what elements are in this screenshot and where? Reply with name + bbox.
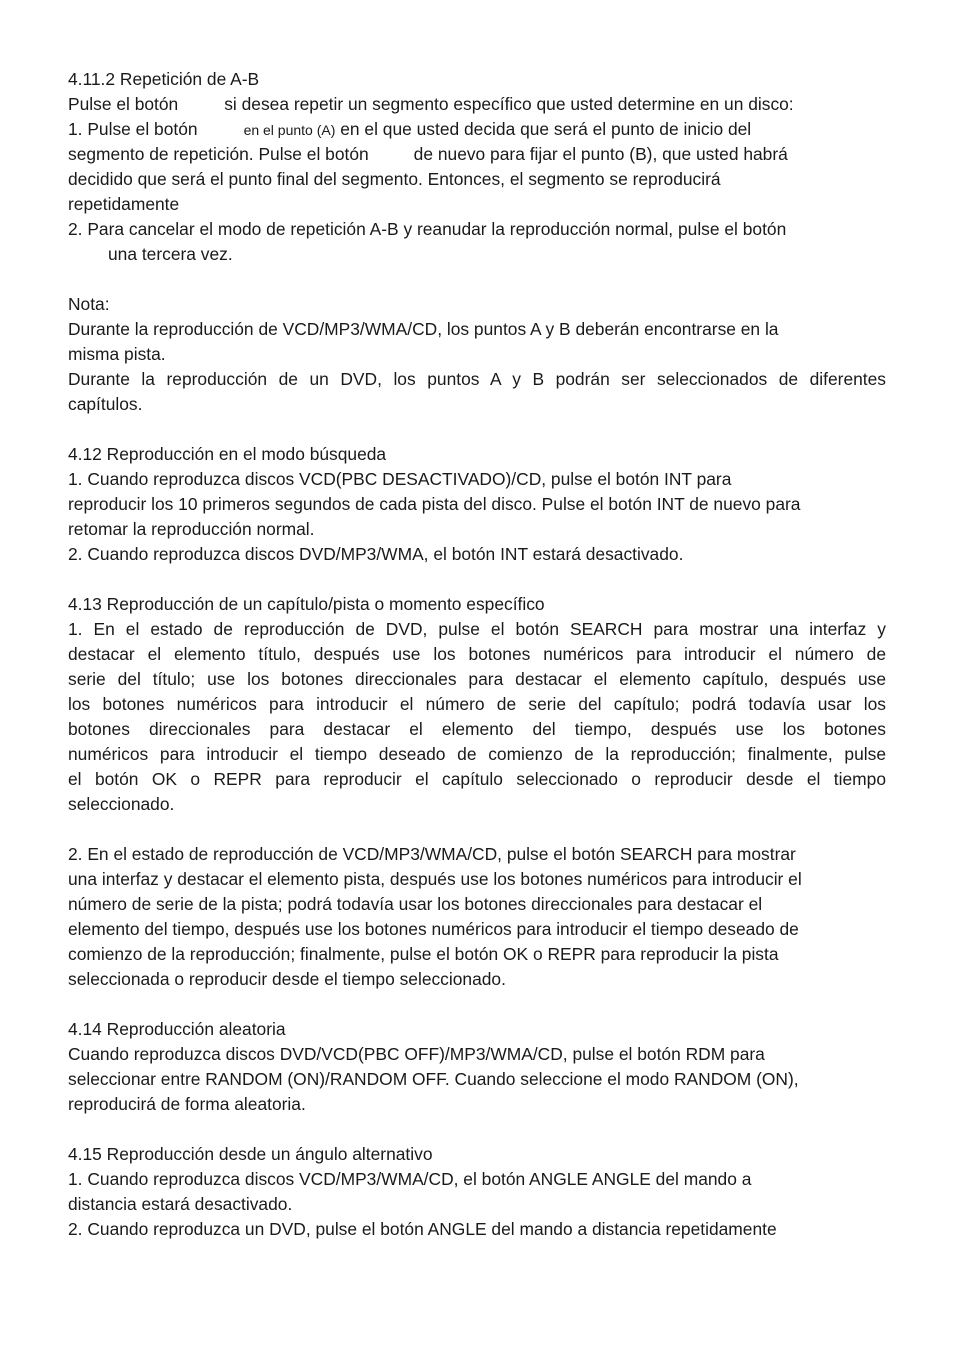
paragraph-line: serie del título; use los botones direccionales para destacar el elemento capítulo, después use xyxy=(68,669,886,689)
paragraph-line: los botones numéricos para introducir el número de serie del capítulo; podrá todavía usar los xyxy=(68,694,886,714)
paragraph-line: elemento del tiempo, después use los botones numéricos para introducir el tiempo deseado de xyxy=(68,919,799,939)
paragraph-line: reproducir los 10 primeros segundos de cada pista del disco. Pulse el botón INT de nuevo para xyxy=(68,494,801,514)
paragraph-line: 2. Cuando reproduzca un DVD, pulse el botón ANGLE del mando a distancia repetidamente xyxy=(68,1219,777,1239)
section-heading-4-12: 4.12 Reproducción en el modo búsqueda xyxy=(68,444,387,464)
note-heading: Nota: xyxy=(68,294,110,314)
paragraph-line: número de serie de la pista; podrá todavía usar los botones direccionales para destacar el xyxy=(68,894,763,914)
spacer xyxy=(68,817,886,842)
section-heading-4-15: 4.15 Reproducción desde un ángulo alternativo xyxy=(68,1144,433,1164)
spacer xyxy=(68,992,886,1017)
spacer xyxy=(68,267,886,292)
section-heading-4-11-2: 4.11.2 Repetición de A-B xyxy=(68,69,260,89)
text-span: 1. Pulse el botón xyxy=(68,119,198,139)
paragraph-line: el botón OK o REPR para reproducir el capítulo seleccionado o reproducir desde el tiempo xyxy=(68,769,886,789)
paragraph-line: seleccionado. xyxy=(68,794,175,814)
paragraph-line: seleccionar entre RANDOM (ON)/RANDOM OFF. Cuando seleccione el modo RANDOM (ON), xyxy=(68,1069,799,1089)
paragraph-line: numéricos para introducir el tiempo deseado de comienzo de la reproducción; finalmente, pulse xyxy=(68,744,886,764)
text-span: en el punto (A) xyxy=(243,122,336,138)
spacer xyxy=(68,567,886,592)
paragraph-line: Durante la reproducción de un DVD, los puntos A y B podrán ser seleccionados de diferentes xyxy=(68,369,886,389)
paragraph-line: decidido que será el punto final del segmento. Entonces, el segmento se reproducirá xyxy=(68,169,721,189)
paragraph-line: una interfaz y destacar el elemento pista, después use los botones numéricos para introducir el xyxy=(68,869,802,889)
section-heading-4-13: 4.13 Reproducción de un capítulo/pista o momento específico xyxy=(68,594,545,614)
paragraph-line xyxy=(68,117,886,142)
paragraph-line xyxy=(68,92,886,117)
document-page xyxy=(68,67,886,1242)
paragraph-line: una tercera vez. xyxy=(108,244,233,264)
paragraph-line: misma pista. xyxy=(68,344,166,364)
paragraph-line: retomar la reproducción normal. xyxy=(68,519,315,539)
paragraph-line: capítulos. xyxy=(68,394,143,414)
text-span: en el que usted decida que será el punto de inicio del xyxy=(335,119,752,139)
paragraph-line: seleccionada o reproducir desde el tiempo seleccionado. xyxy=(68,969,506,989)
paragraph-line: botones direccionales para destacar el elemento del tiempo, después use los botones xyxy=(68,719,886,739)
paragraph-line: repetidamente xyxy=(68,194,180,214)
spacer xyxy=(68,417,886,442)
paragraph-line: 1. Cuando reproduzca discos VCD/MP3/WMA/CD, el botón ANGLE ANGLE del mando a xyxy=(68,1169,752,1189)
paragraph-line: comienzo de la reproducción; finalmente, pulse el botón OK o REPR para reproducir la pista xyxy=(68,944,779,964)
paragraph-line: 1. En el estado de reproducción de DVD, pulse el botón SEARCH para mostrar una interfaz y xyxy=(68,619,886,639)
paragraph-line: Cuando reproduzca discos DVD/VCD(PBC OFF)/MP3/WMA/CD, pulse el botón RDM para xyxy=(68,1044,765,1064)
paragraph-line: distancia estará desactivado. xyxy=(68,1194,293,1214)
text-span: si desea repetir un segmento específico que usted determine en un disco: xyxy=(224,94,794,114)
section-heading-4-14: 4.14 Reproducción aleatoria xyxy=(68,1019,286,1039)
paragraph-line: 2. En el estado de reproducción de VCD/MP3/WMA/CD, pulse el botón SEARCH para mostrar xyxy=(68,844,796,864)
paragraph-line: 1. Cuando reproduzca discos VCD(PBC DESACTIVADO)/CD, pulse el botón INT para xyxy=(68,469,732,489)
paragraph-line: destacar el elemento título, después use los botones numéricos para introducir el número de xyxy=(68,644,886,664)
paragraph-line: 2. Para cancelar el modo de repetición A-B y reanudar la reproducción normal, pulse el botón xyxy=(68,219,787,239)
paragraph-line: Durante la reproducción de VCD/MP3/WMA/CD, los puntos A y B deberán encontrarse en la xyxy=(68,319,779,339)
text-span: segmento de repetición. Pulse el botón xyxy=(68,144,369,164)
text-span: Pulse el botón xyxy=(68,94,179,114)
paragraph-line xyxy=(68,142,886,167)
paragraph-line: reproducirá de forma aleatoria. xyxy=(68,1094,306,1114)
paragraph-line: 2. Cuando reproduzca discos DVD/MP3/WMA, el botón INT estará desactivado. xyxy=(68,544,684,564)
spacer xyxy=(68,1117,886,1142)
text-span: de nuevo para fijar el punto (B), que usted habrá xyxy=(413,144,788,164)
